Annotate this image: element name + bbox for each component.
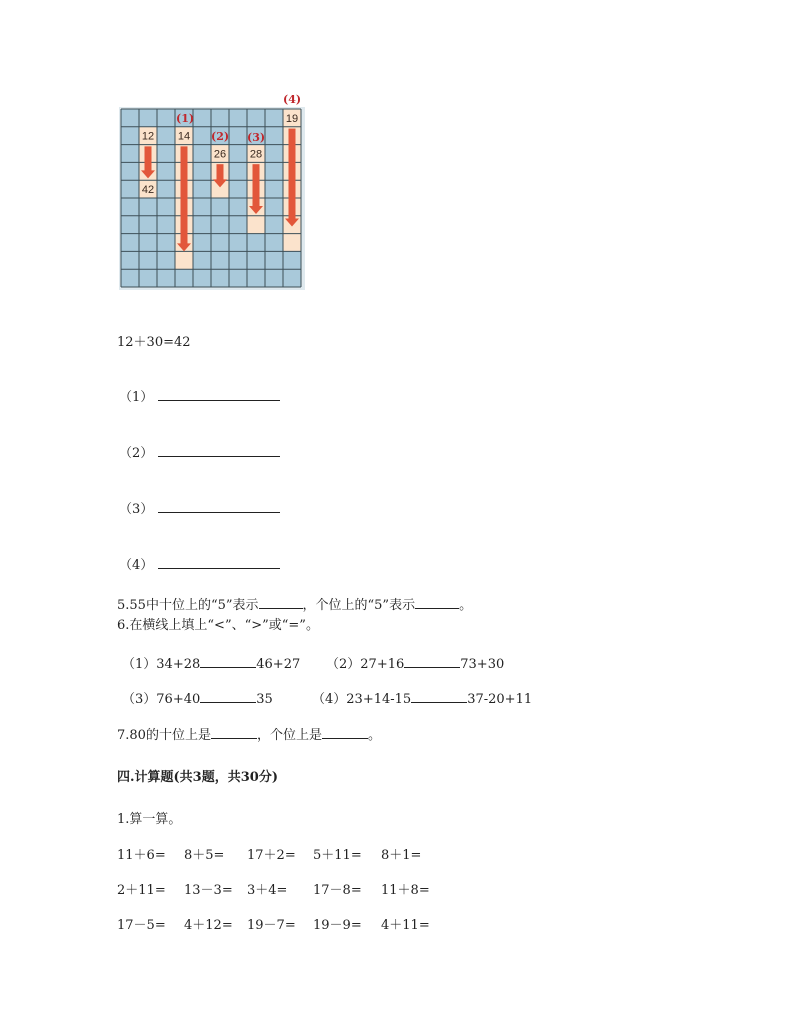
cell-12: 12 [141, 130, 155, 143]
question-7 [117, 724, 381, 743]
q6-item-3 [122, 688, 273, 707]
q6-item-4-label: （4） [312, 692, 347, 707]
answer-line-1[interactable] [158, 400, 280, 401]
q6-item-1-label: （1） [122, 657, 157, 672]
arrow-shaft-1 [145, 146, 152, 171]
q6-item-1-blank[interactable] [200, 655, 256, 668]
answer-line-4[interactable] [158, 568, 280, 569]
cell-42: 42 [141, 184, 155, 197]
arrow-shaft-2 [181, 146, 188, 244]
calc-item: 3＋4= [247, 883, 288, 898]
q6-item-1-right: 46+27 [256, 657, 301, 672]
example-equation: 12＋30=42 [117, 335, 191, 350]
answer-line-2[interactable] [158, 456, 280, 457]
q6-item-4 [312, 688, 532, 707]
q6-item-1-left: 34+28 [156, 657, 201, 672]
q7-suffix: 。 [367, 728, 381, 743]
calc-item: 11＋6= [117, 848, 166, 863]
calc-item: 19－9= [313, 918, 362, 933]
q6-item-4-right: 37-20+11 [467, 692, 533, 707]
calc-item: 13－3= [184, 883, 233, 898]
marker-4-label: (4) [283, 93, 302, 106]
q7-blank-1[interactable] [211, 726, 257, 739]
q7-blank-2[interactable] [322, 726, 368, 739]
calc-item: 4＋11= [381, 918, 430, 933]
arrow-shaft-4 [253, 164, 260, 207]
cell-28: 28 [249, 148, 263, 161]
question-6-title: 6.在横线上填上“<”、“>”或“=”。 [117, 618, 319, 633]
q6-item-2-label: （2） [326, 657, 361, 672]
q5-blank-1[interactable] [259, 596, 303, 609]
q6-item-4-blank[interactable] [411, 690, 467, 703]
calc-item: 2＋11= [117, 883, 166, 898]
calc-item: 17－8= [313, 883, 362, 898]
arrow-shaft-3 [217, 164, 224, 180]
q5-prefix: 5.55中十位上的“5”表示 [117, 598, 259, 613]
q7-prefix: 7.80的十位上是 [117, 728, 211, 743]
calc-item: 17－5= [117, 918, 166, 933]
section-4-q1-title: 1.算一算。 [117, 812, 182, 827]
blank-label-4: （4） [119, 558, 154, 573]
q6-item-2-right: 73+30 [460, 657, 505, 672]
q6-item-3-left: 76+40 [156, 692, 201, 707]
q6-item-2-blank[interactable] [404, 655, 460, 668]
q6-item-2 [326, 653, 504, 672]
q5-blank-2[interactable] [415, 596, 459, 609]
q6-item-3-blank[interactable] [200, 690, 256, 703]
q5-middle: ，个位上的“5”表示 [302, 598, 416, 613]
blank-label-1: （1） [119, 390, 154, 405]
calc-item: 19－7= [247, 918, 296, 933]
q6-item-2-left: 27+16 [360, 657, 405, 672]
cell-19: 19 [285, 112, 299, 125]
cell-14: 14 [177, 130, 191, 143]
marker-1-label: (1) [176, 112, 195, 125]
q6-item-1 [122, 653, 300, 672]
calc-item: 4＋12= [184, 918, 233, 933]
calc-item: 11＋8= [381, 883, 430, 898]
blank-label-3: （3） [119, 502, 154, 517]
cell-26: 26 [213, 148, 227, 161]
q7-middle: ，个位上是 [256, 728, 322, 743]
marker-3-label: (3) [247, 131, 266, 144]
blank-label-2: （2） [119, 446, 154, 461]
calc-item: 5＋11= [313, 848, 362, 863]
calc-item: 8＋5= [184, 848, 225, 863]
calc-item: 17＋2= [247, 848, 296, 863]
question-5 [117, 594, 472, 613]
section-4-title: 四.计算题(共3题，共30分) [117, 770, 278, 785]
arrow-shaft-5 [289, 129, 296, 220]
calc-item: 8＋1= [381, 848, 422, 863]
q6-item-3-right: 35 [256, 692, 273, 707]
answer-line-3[interactable] [158, 512, 280, 513]
marker-2-label: (2) [211, 130, 230, 143]
q6-item-3-label: （3） [122, 692, 157, 707]
q6-item-4-left: 23+14-15 [346, 692, 412, 707]
q5-suffix: 。 [459, 598, 473, 613]
